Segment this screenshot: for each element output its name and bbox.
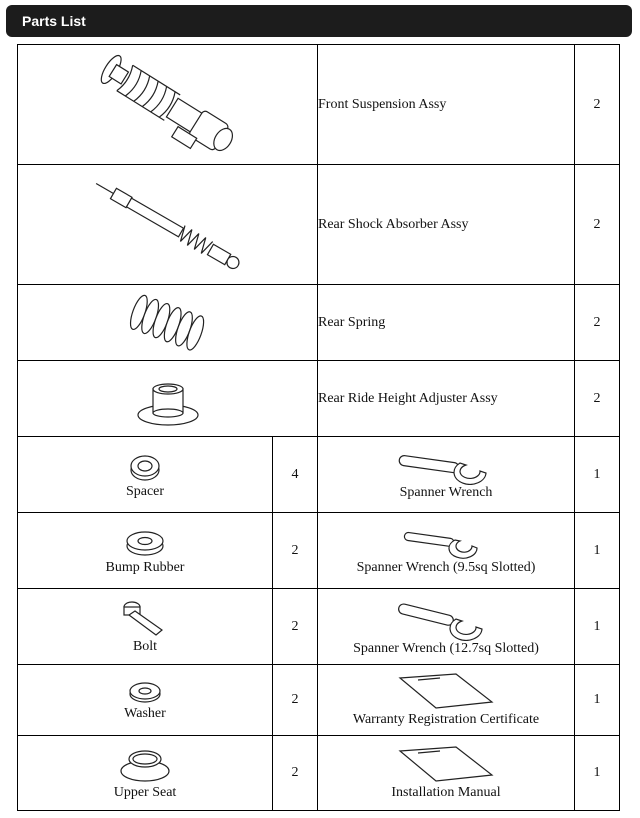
part-name: Warranty Registration Certificate — [352, 712, 540, 727]
table-row — [18, 736, 620, 811]
part-image-cell — [18, 736, 273, 811]
part-image-cell — [318, 736, 575, 811]
part-name: Bump Rubber — [105, 559, 185, 575]
manual-icon — [396, 745, 496, 785]
part-quantity: 2 — [575, 285, 620, 361]
part-name: Installation Manual — [391, 785, 501, 800]
part-quantity: 1 — [575, 513, 620, 589]
rear-shock-icon — [83, 175, 253, 275]
part-image-cell — [18, 665, 273, 736]
part-name: Washer — [124, 706, 166, 721]
part-image-cell — [18, 361, 318, 437]
rear-spring-icon — [123, 291, 213, 355]
spacer-icon — [125, 450, 165, 484]
bolt-icon — [120, 599, 170, 639]
part-name: Spacer — [125, 483, 165, 499]
part-quantity: 1 — [575, 665, 620, 736]
spanner-wrench-slotted-large-icon — [396, 597, 496, 641]
part-image-cell — [318, 437, 575, 513]
part-quantity: 2 — [575, 361, 620, 437]
table-row — [18, 285, 620, 361]
table-row — [18, 513, 620, 589]
table-row — [18, 589, 620, 665]
part-name: Front Suspension Assy — [318, 45, 575, 165]
spanner-wrench-icon — [396, 449, 496, 485]
certificate-icon — [396, 672, 496, 712]
part-name: Bolt — [132, 638, 158, 654]
part-image-cell — [318, 665, 575, 736]
upper-seat-icon — [117, 745, 173, 785]
part-quantity: 2 — [273, 513, 318, 589]
table-row — [18, 665, 620, 736]
table-row — [18, 165, 620, 285]
part-image-cell — [18, 513, 273, 589]
part-quantity: 1 — [575, 437, 620, 513]
part-name: Rear Ride Height Adjuster Assy — [318, 361, 575, 437]
table-row — [18, 361, 620, 437]
part-quantity: 4 — [273, 437, 318, 513]
table-row — [18, 437, 620, 513]
front-suspension-icon — [83, 50, 253, 160]
part-name: Spanner Wrench — [399, 484, 493, 500]
part-name: Rear Spring — [318, 285, 575, 361]
part-image-cell — [18, 437, 273, 513]
part-quantity: 2 — [575, 45, 620, 165]
washer-icon — [125, 678, 165, 706]
part-quantity: 2 — [273, 736, 318, 811]
table-row — [18, 45, 620, 165]
bump-rubber-icon — [122, 526, 168, 560]
part-image-cell — [18, 285, 318, 361]
parts-table — [17, 44, 620, 811]
part-quantity: 1 — [575, 589, 620, 665]
ride-height-adjuster-icon — [133, 367, 203, 431]
part-quantity: 2 — [575, 165, 620, 285]
part-image-cell — [18, 589, 273, 665]
part-name: Spanner Wrench (9.5sq Slotted) — [356, 559, 536, 575]
part-image-cell — [18, 45, 318, 165]
part-name: Upper Seat — [113, 785, 177, 800]
part-quantity: 2 — [273, 589, 318, 665]
part-quantity: 1 — [575, 736, 620, 811]
part-name: Rear Shock Absorber Assy — [318, 165, 575, 285]
part-name: Spanner Wrench (12.7sq Slotted) — [353, 640, 539, 656]
page-title: Parts List — [6, 5, 632, 37]
part-quantity: 2 — [273, 665, 318, 736]
part-image-cell — [318, 589, 575, 665]
part-image-cell — [318, 513, 575, 589]
part-image-cell — [18, 165, 318, 285]
spanner-wrench-slotted-icon — [401, 526, 491, 560]
